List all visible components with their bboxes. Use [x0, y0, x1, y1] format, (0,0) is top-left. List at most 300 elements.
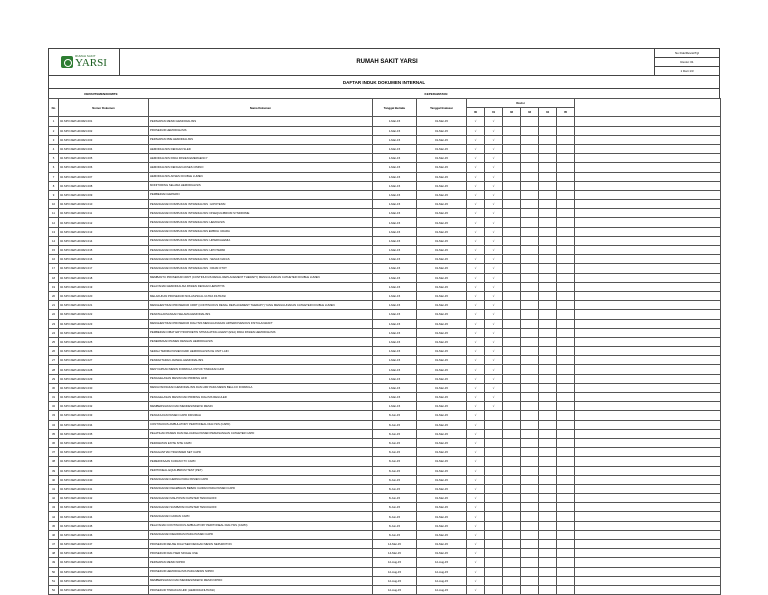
row-berlaku: 8-Jun-15 — [373, 512, 417, 521]
row-empty-cell — [503, 540, 521, 549]
row-name: MEMBERSIHKAN DAN MENDESINFEKSI MESIN NIPRO — [149, 576, 373, 585]
row-rev-01 — [485, 558, 503, 567]
row-empty-cell — [521, 558, 539, 567]
row-empty-cell — [521, 438, 539, 447]
row-code: 02.SPO.KEP.HD.REV.047 — [59, 540, 149, 549]
row-empty-cell — [521, 383, 539, 392]
row-berlaku: 1-Mar-15 — [373, 310, 417, 319]
row-empty-cell — [575, 347, 721, 356]
row-rev-00: √ — [467, 117, 485, 126]
row-berlaku: 12-Aug-15 — [373, 585, 417, 594]
row-rev-00: √ — [467, 154, 485, 163]
row-name: MEMBERSIHKAN DAN MENDESINFEKSI MESIN — [149, 402, 373, 411]
row-empty-cell — [539, 200, 557, 209]
row-empty-cell — [503, 301, 521, 310]
row-rev-01: √ — [485, 393, 503, 402]
row-empty-cell — [575, 466, 721, 475]
table-row — [49, 438, 721, 447]
row-name: PELAYANAN CONTINUOUS AMBULATORY PERITONEAL DIALYSIS (CAPD) — [149, 521, 373, 530]
row-code: 02.SPO.KEP.HD.REV.008 — [59, 181, 149, 190]
row-berlaku: 1-Mar-15 — [373, 383, 417, 392]
row-empty-cell — [557, 209, 575, 218]
row-empty-cell — [575, 420, 721, 429]
row-empty-cell — [557, 144, 575, 153]
row-evaluasi: 12-Aug-15 — [417, 576, 467, 585]
row-evaluasi: 01-Mar-15 — [417, 291, 467, 300]
row-rev-01 — [485, 438, 503, 447]
row-no: 48 — [49, 549, 59, 558]
row-no: 25 — [49, 337, 59, 346]
row-rev-00: √ — [467, 236, 485, 245]
row-name: PENANGANAN MALPOSISI KATETER TENCKHOFF — [149, 494, 373, 503]
row-empty-cell — [503, 521, 521, 530]
row-no: 27 — [49, 356, 59, 365]
row-empty-cell — [575, 144, 721, 153]
row-empty-cell — [521, 319, 539, 328]
row-empty-cell — [539, 374, 557, 383]
row-empty-cell — [575, 117, 721, 126]
row-rev-00: √ — [467, 457, 485, 466]
row-empty-cell — [575, 438, 721, 447]
row-code: 02.SPO.KEP.HD.REV.044 — [59, 512, 149, 521]
table-row — [49, 540, 721, 549]
row-name: PELAYANAN HEMODIALISA PASIEN DENGAN HEPATITIS — [149, 282, 373, 291]
row-no: 15 — [49, 246, 59, 255]
row-berlaku: 1-Mar-15 — [373, 163, 417, 172]
row-empty-cell — [503, 420, 521, 429]
row-empty-cell — [503, 484, 521, 493]
row-empty-cell — [539, 365, 557, 374]
row-empty-cell — [557, 301, 575, 310]
row-empty-cell — [557, 503, 575, 512]
table-row — [49, 503, 721, 512]
row-rev-00: √ — [467, 484, 485, 493]
row-rev-01: √ — [485, 328, 503, 337]
row-rev-01 — [485, 457, 503, 466]
row-rev-01: √ — [485, 246, 503, 255]
row-empty-cell — [503, 181, 521, 190]
row-empty-cell — [521, 530, 539, 539]
row-berlaku: 8-Jun-15 — [373, 448, 417, 457]
row-berlaku: 1-Mar-15 — [373, 255, 417, 264]
row-rev-01: √ — [485, 172, 503, 181]
row-no: 33 — [49, 411, 59, 420]
row-rev-01: √ — [485, 282, 503, 291]
row-evaluasi: 01-Mar-15 — [417, 484, 467, 493]
row-berlaku: 8-Jun-15 — [373, 475, 417, 484]
row-rev-00: √ — [467, 181, 485, 190]
row-no: 39 — [49, 466, 59, 475]
row-empty-cell — [575, 411, 721, 420]
row-code: 02.SPO.KEP.HD.REV.004 — [59, 144, 149, 153]
row-empty-cell — [557, 190, 575, 199]
row-empty-cell — [557, 126, 575, 135]
row-evaluasi: 01-Mar-15 — [417, 181, 467, 190]
row-empty-cell — [575, 383, 721, 392]
row-rev-01: √ — [485, 200, 503, 209]
row-code: 02.SPO.KEP.HD.REV.001 — [59, 117, 149, 126]
row-empty-cell — [503, 172, 521, 181]
table-row — [49, 521, 721, 530]
row-code: 02.SPO.KEP.HD.REV.033 — [59, 411, 149, 420]
row-empty-cell — [503, 328, 521, 337]
row-empty-cell — [521, 209, 539, 218]
row-evaluasi: 01-Mar-15 — [417, 144, 467, 153]
row-empty-cell — [539, 558, 557, 567]
row-code: 02.SPO.KEP.HD.REV.042 — [59, 494, 149, 503]
table-row — [49, 310, 721, 319]
table-row — [49, 227, 721, 236]
row-berlaku: 12-Aug-15 — [373, 576, 417, 585]
row-code: 02.SPO.KEP.HD.REV.027 — [59, 356, 149, 365]
row-rev-01 — [485, 576, 503, 585]
row-code: 02.SPO.KEP.HD.REV.046 — [59, 530, 149, 539]
row-evaluasi: 01-Mar-15 — [417, 301, 467, 310]
row-no: 52 — [49, 585, 59, 594]
logo-cell — [49, 49, 120, 75]
row-empty-cell — [521, 393, 539, 402]
row-evaluasi: 01-Mar-15 — [417, 365, 467, 374]
row-berlaku: 1-Mar-15 — [373, 365, 417, 374]
row-code: 02.SPO.KEP.HD.REV.026 — [59, 347, 149, 356]
row-berlaku: 1-Mar-15 — [373, 282, 417, 291]
row-empty-cell — [521, 466, 539, 475]
row-empty-cell — [539, 246, 557, 255]
table-row — [49, 126, 721, 135]
row-rev-00: √ — [467, 301, 485, 310]
row-empty-cell — [557, 475, 575, 484]
row-code: 02.SPO.KEP.HD.REV.014 — [59, 236, 149, 245]
table-row — [49, 181, 721, 190]
row-empty-cell — [575, 190, 721, 199]
row-no: 20 — [49, 291, 59, 300]
row-code: 02.SPO.KEP.HD.REV.029 — [59, 374, 149, 383]
col-header-blank — [575, 99, 721, 117]
row-code: 02.SPO.KEP.HD.REV.031 — [59, 393, 149, 402]
row-empty-cell — [557, 246, 575, 255]
row-code: 02.SPO.KEP.HD.REV.011 — [59, 209, 149, 218]
row-code: 02.SPO.KEP.HD.REV.018 — [59, 273, 149, 282]
row-empty-cell — [575, 328, 721, 337]
row-code: 02.SPO.KEP.HD.REV.043 — [59, 503, 149, 512]
row-name: PROSEDUR REUSE DIALYSER DENGAN MESIN NEPHROTON — [149, 540, 373, 549]
row-empty-cell — [557, 236, 575, 245]
table-row — [49, 494, 721, 503]
row-empty-cell — [539, 255, 557, 264]
row-empty-cell — [575, 236, 721, 245]
row-empty-cell — [539, 494, 557, 503]
row-empty-cell — [557, 273, 575, 282]
row-empty-cell — [521, 475, 539, 484]
row-rev-00: √ — [467, 411, 485, 420]
row-name: SERAH TERIMA PASIEN DARI HEMODIALISIS KE UNIT LAIN — [149, 347, 373, 356]
row-rev-01 — [485, 420, 503, 429]
row-rev-01: √ — [485, 374, 503, 383]
row-empty-cell — [503, 549, 521, 558]
col-header-revisi: Revisi — [467, 99, 575, 108]
row-no: 31 — [49, 393, 59, 402]
row-name: MONITORING SELAMA HEMODIALISIS — [149, 181, 373, 190]
row-empty-cell — [539, 337, 557, 346]
row-rev-01: √ — [485, 365, 503, 374]
row-berlaku: 1-Mar-15 — [373, 347, 417, 356]
row-rev-01 — [485, 411, 503, 420]
row-rev-00: √ — [467, 365, 485, 374]
row-empty-cell — [521, 347, 539, 356]
row-name: PERSIAPAN MESIN NIPRO — [149, 558, 373, 567]
row-empty-cell — [503, 365, 521, 374]
row-empty-cell — [539, 209, 557, 218]
row-empty-cell — [503, 585, 521, 594]
row-empty-cell — [503, 576, 521, 585]
row-code: 02.SPO.KEP.HD.REV.041 — [59, 484, 149, 493]
row-rev-00: √ — [467, 190, 485, 199]
row-evaluasi: 01-Mar-15 — [417, 337, 467, 346]
table-row — [49, 144, 721, 153]
table-row — [49, 374, 721, 383]
row-empty-cell — [557, 576, 575, 585]
row-rev-01: √ — [485, 236, 503, 245]
row-empty-cell — [557, 484, 575, 493]
row-no: 41 — [49, 484, 59, 493]
row-empty-cell — [503, 429, 521, 438]
row-empty-cell — [575, 448, 721, 457]
row-name: PELATIHAN PASIEN DAN KELUARGA PASIEN PEMASANGAN CATHETER CAPD — [149, 429, 373, 438]
row-evaluasi: 12-Aug-15 — [417, 585, 467, 594]
row-empty-cell — [539, 457, 557, 466]
table-row — [49, 135, 721, 144]
row-empty-cell — [575, 310, 721, 319]
row-empty-cell — [539, 282, 557, 291]
row-code: 02.SPO.KEP.HD.REV.036 — [59, 438, 149, 447]
row-empty-cell — [503, 200, 521, 209]
row-rev-01 — [485, 512, 503, 521]
row-empty-cell — [521, 540, 539, 549]
hospital-name: RUMAH SAKIT YARSI — [120, 49, 655, 75]
col-header-rev: 01 — [485, 108, 503, 117]
row-berlaku: 1-Mar-15 — [373, 273, 417, 282]
row-empty-cell — [539, 402, 557, 411]
row-empty-cell — [575, 567, 721, 576]
row-rev-00: √ — [467, 328, 485, 337]
row-empty-cell — [521, 190, 539, 199]
table-row — [49, 420, 721, 429]
row-no: 17 — [49, 264, 59, 273]
row-code: 02.SPO.KEP.HD.REV.050 — [59, 567, 149, 576]
row-code: 02.SPO.KEP.HD.REV.034 — [59, 420, 149, 429]
row-empty-cell — [521, 117, 539, 126]
row-no: 40 — [49, 475, 59, 484]
row-rev-01: √ — [485, 264, 503, 273]
row-evaluasi: 01-Mar-15 — [417, 209, 467, 218]
row-no: 16 — [49, 255, 59, 264]
row-berlaku: 1-Mar-15 — [373, 319, 417, 328]
row-rev-01: √ — [485, 356, 503, 365]
table-row — [49, 163, 721, 172]
row-evaluasi: 01-Mar-15 — [417, 494, 467, 503]
row-no: 18 — [49, 273, 59, 282]
row-name: PENANGANAN KOMPLIKASI INTRADIALISIS: DISEQUILIBRIUM SYNDROME — [149, 209, 373, 218]
row-rev-01: √ — [485, 154, 503, 163]
row-rev-01: √ — [485, 190, 503, 199]
row-empty-cell — [575, 549, 721, 558]
row-empty-cell — [575, 337, 721, 346]
col-header-berlaku: Tanggal Berlaku — [373, 99, 417, 117]
row-empty-cell — [575, 181, 721, 190]
row-berlaku: 1-Mar-15 — [373, 246, 417, 255]
row-berlaku: 1-Mar-15 — [373, 218, 417, 227]
row-rev-01: √ — [485, 181, 503, 190]
row-rev-01: √ — [485, 255, 503, 264]
row-no: 30 — [49, 383, 59, 392]
row-rev-00: √ — [467, 540, 485, 549]
row-name: MEMBANTU PROSEDUR CRRT (CONTINUOUS RENAL REPLACEMENT THERAPY) MENGGUNAKAN CATHETER DOUBLE LUMEN — [149, 273, 373, 282]
row-code: 02.SPO.KEP.HD.REV.024 — [59, 328, 149, 337]
row-berlaku: 1-Mar-15 — [373, 209, 417, 218]
row-empty-cell — [575, 227, 721, 236]
row-empty-cell — [521, 549, 539, 558]
row-empty-cell — [521, 402, 539, 411]
row-no: 13 — [49, 227, 59, 236]
row-berlaku: 1-Mar-15 — [373, 374, 417, 383]
row-empty-cell — [539, 319, 557, 328]
row-code: 02.SPO.KEP.HD.REV.010 — [59, 200, 149, 209]
row-evaluasi: 01-Mar-15 — [417, 319, 467, 328]
row-rev-00: √ — [467, 567, 485, 576]
row-code: 02.SPO.KEP.HD.REV.039 — [59, 466, 149, 475]
row-code: 02.SPO.KEP.HD.REV.005 — [59, 154, 149, 163]
table-row — [49, 347, 721, 356]
row-empty-cell — [503, 135, 521, 144]
row-name: MENYIAPKAN MESIN FORMULA UNTUK TINDAKAN HFR — [149, 365, 373, 374]
row-rev-00: √ — [467, 264, 485, 273]
row-evaluasi: 01-Mar-15 — [417, 356, 467, 365]
table-row — [49, 319, 721, 328]
row-empty-cell — [575, 291, 721, 300]
row-code: 02.SPO.KEP.HD.REV.048 — [59, 549, 149, 558]
row-name: HEMODIALISIS AKSES DOUBLE LUMEN — [149, 172, 373, 181]
table-row — [49, 383, 721, 392]
row-code: 02.SPO.KEP.HD.REV.007 — [59, 172, 149, 181]
row-empty-cell — [539, 172, 557, 181]
row-empty-cell — [539, 310, 557, 319]
row-empty-cell — [575, 282, 721, 291]
row-empty-cell — [539, 163, 557, 172]
row-berlaku: 1-Mar-15 — [373, 144, 417, 153]
row-evaluasi: 01-Mar-15 — [417, 236, 467, 245]
row-name: PENANGANAN KOMPLIKASI INTRADIALISIS: HIPOTERMI — [149, 246, 373, 255]
row-rev-01: √ — [485, 291, 503, 300]
row-code: 02.SPO.KEP.HD.REV.037 — [59, 448, 149, 457]
row-empty-cell — [521, 181, 539, 190]
document-index-table — [48, 98, 721, 595]
table-row — [49, 218, 721, 227]
row-rev-01: √ — [485, 135, 503, 144]
col-header-rev: 05 — [557, 108, 575, 117]
table-row — [49, 337, 721, 346]
row-berlaku: 1-Mar-15 — [373, 356, 417, 365]
row-no: 19 — [49, 282, 59, 291]
row-empty-cell — [539, 411, 557, 420]
row-empty-cell — [539, 154, 557, 163]
row-code: 02.SPO.KEP.HD.REV.020 — [59, 291, 149, 300]
row-rev-00: √ — [467, 521, 485, 530]
document-title: DAFTAR INDUK DOKUMEN INTERNAL — [48, 76, 720, 89]
row-empty-cell — [521, 457, 539, 466]
col-header-rev: 03 — [521, 108, 539, 117]
row-name: PENANGANAN KELEBIHAN BEBAN CAIRAN PADA PASIEN CAPD — [149, 484, 373, 493]
table-row — [49, 328, 721, 337]
row-evaluasi: 01-Mar-15 — [417, 310, 467, 319]
meta-row — [48, 89, 720, 98]
row-no: 26 — [49, 347, 59, 356]
row-empty-cell — [575, 530, 721, 539]
row-no: 2 — [49, 126, 59, 135]
row-berlaku: 1-Mar-15 — [373, 291, 417, 300]
row-name: HEMODIALISIS DENGAN SLED — [149, 144, 373, 153]
row-empty-cell — [503, 374, 521, 383]
row-rev-00: √ — [467, 163, 485, 172]
row-name: HEMODIALISIS DENGAN AKSES CIMINO — [149, 163, 373, 172]
row-empty-cell — [557, 438, 575, 447]
row-rev-01 — [485, 466, 503, 475]
row-name: CONTINUOUS AMBULATORY PERITONEAL DIALYSIS (CAPD) — [149, 420, 373, 429]
row-empty-cell — [521, 337, 539, 346]
row-evaluasi: 01-Mar-15 — [417, 475, 467, 484]
row-no: 21 — [49, 301, 59, 310]
row-berlaku: 1-Mar-15 — [373, 117, 417, 126]
row-rev-00: √ — [467, 135, 485, 144]
row-name: MENGHENTIKAN PROSEDUR DIALYSIS MENGGUNAKAN ARTERIOVENOUS FISTULA/GRAFT — [149, 319, 373, 328]
row-rev-00: √ — [467, 374, 485, 383]
row-empty-cell — [521, 163, 539, 172]
row-name: PENANGANAN KOMPLIKASI INTRADIALISIS : HIPOTENSI — [149, 200, 373, 209]
row-rev-00: √ — [467, 466, 485, 475]
row-empty-cell — [557, 411, 575, 420]
row-empty-cell — [575, 273, 721, 282]
row-evaluasi: 01-Mar-15 — [417, 540, 467, 549]
row-rev-00: √ — [467, 227, 485, 236]
row-berlaku: 1-Mar-15 — [373, 126, 417, 135]
table-row — [49, 567, 721, 576]
row-empty-cell — [521, 291, 539, 300]
row-empty-cell — [575, 172, 721, 181]
row-no: 44 — [49, 512, 59, 521]
row-no: 42 — [49, 494, 59, 503]
row-berlaku: 8-Jun-15 — [373, 521, 417, 530]
table-row — [49, 172, 721, 181]
row-empty-cell — [557, 117, 575, 126]
row-code: 02.SPO.KEP.HD.REV.002 — [59, 126, 149, 135]
row-berlaku: 8-Jun-15 — [373, 438, 417, 447]
row-code: 02.SPO.KEP.HD.REV.017 — [59, 264, 149, 273]
row-no: 22 — [49, 310, 59, 319]
row-no: 32 — [49, 402, 59, 411]
row-evaluasi: 01-Mar-15 — [417, 503, 467, 512]
row-empty-cell — [521, 429, 539, 438]
table-row — [49, 209, 721, 218]
row-empty-cell — [557, 291, 575, 300]
row-empty-cell — [575, 484, 721, 493]
row-code: 02.SPO.KEP.HD.REV.051 — [59, 576, 149, 585]
row-evaluasi: 01-Mar-15 — [417, 374, 467, 383]
row-empty-cell — [557, 383, 575, 392]
row-rev-00: √ — [467, 393, 485, 402]
row-empty-cell — [557, 365, 575, 374]
row-empty-cell — [521, 126, 539, 135]
info-line-3: 1 Dari 1/3 — [680, 69, 694, 73]
row-empty-cell — [557, 310, 575, 319]
